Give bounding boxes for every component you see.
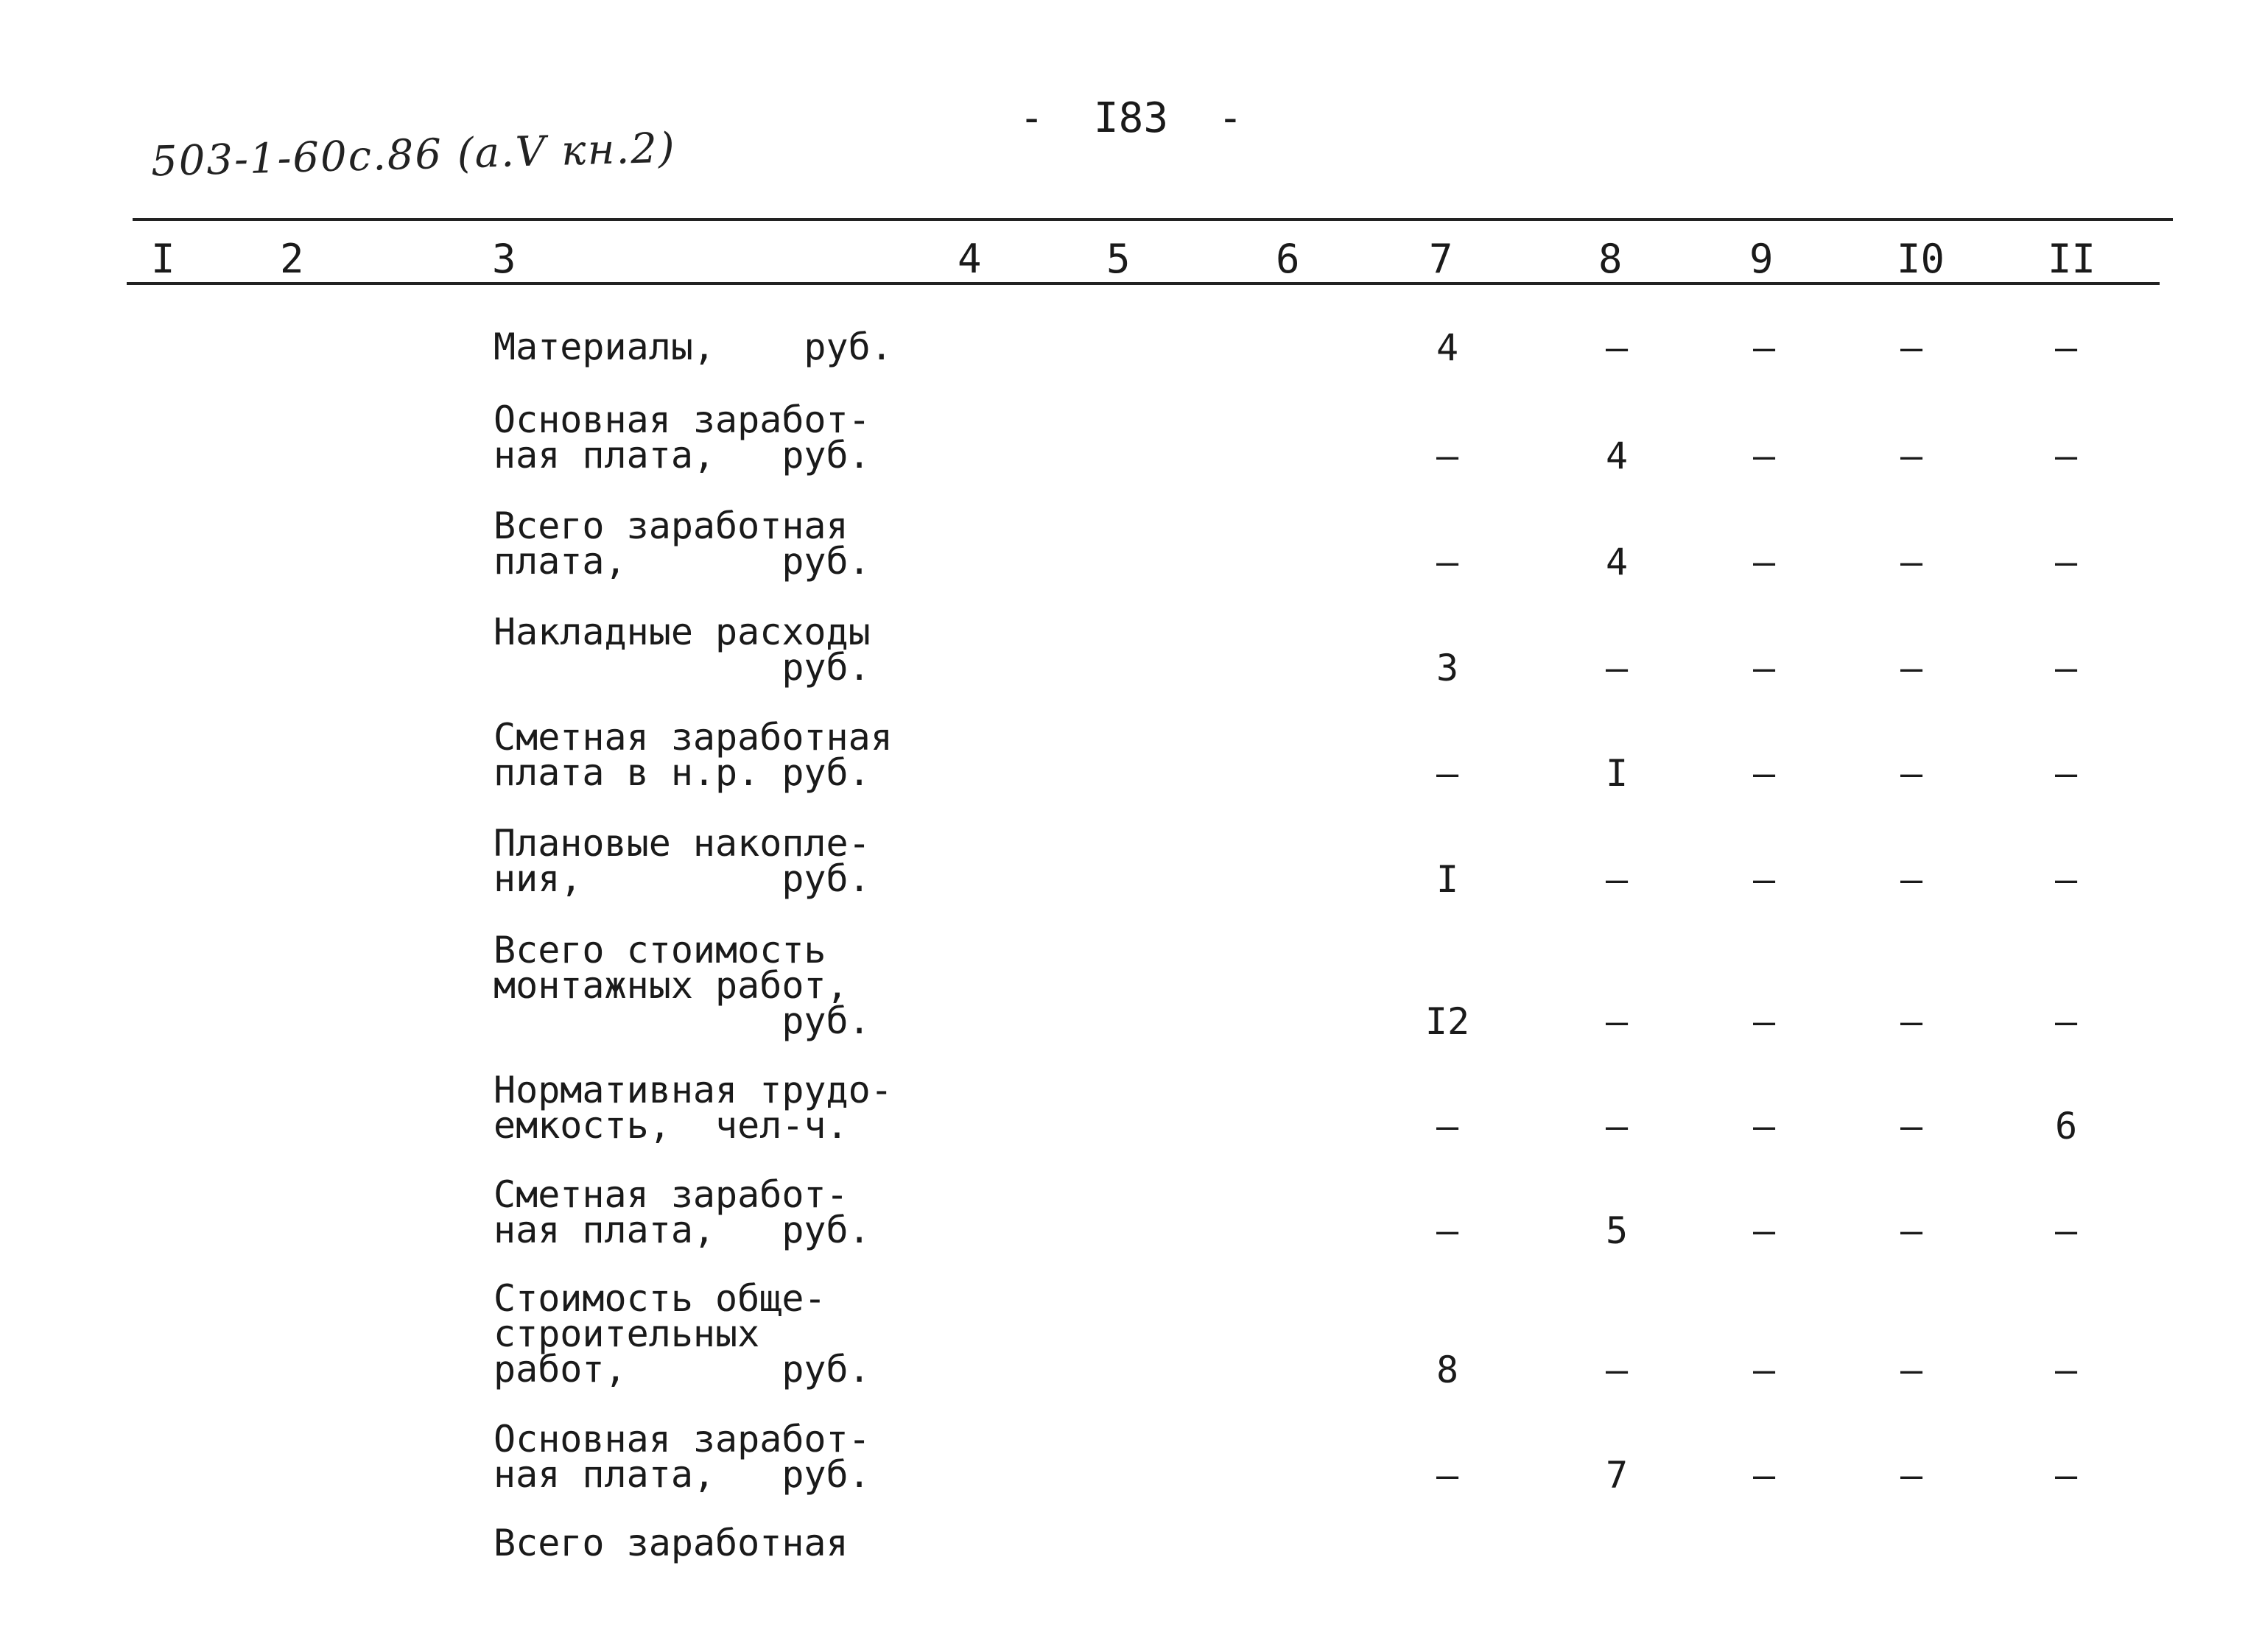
cell-col-7: – (1436, 435, 1459, 477)
cell-col-9: – (1752, 1000, 1776, 1043)
cell-col-9: – (1752, 1209, 1776, 1252)
row-label: Всего заработная (494, 1522, 849, 1564)
cell-col-11: 6 (2054, 1105, 2078, 1147)
column-header-7: 7 (1429, 236, 1453, 282)
cell-col-8: – (1605, 858, 1629, 901)
column-header-4: 4 (958, 236, 982, 282)
cell-col-9: – (1752, 1454, 1776, 1497)
column-header-3: 3 (492, 236, 516, 282)
cell-col-9: – (1752, 435, 1776, 477)
page-number: - I83 - (1019, 94, 1243, 142)
column-header-2: 2 (280, 236, 304, 282)
column-header-1: I (151, 236, 175, 282)
cell-col-9: – (1752, 647, 1776, 689)
cell-col-11: – (2054, 541, 2078, 583)
row-label: Основная заработ- ная плата, руб. (494, 1418, 871, 1496)
cell-col-10: – (1900, 1349, 1923, 1391)
cell-col-11: – (2054, 752, 2078, 795)
cell-col-9: – (1752, 752, 1776, 795)
row-label: Материалы, руб. (494, 326, 893, 368)
row-label: Основная заработ- ная плата, руб. (494, 398, 871, 477)
cell-col-10: – (1900, 541, 1923, 583)
row-label: Всего стоимость монтажных работ, руб. (494, 929, 871, 1042)
cell-col-7: – (1436, 752, 1459, 795)
cell-col-11: – (2054, 326, 2078, 369)
cell-col-8: 5 (1605, 1209, 1629, 1252)
column-header-11: II (2048, 236, 2096, 282)
cell-col-11: – (2054, 1209, 2078, 1252)
cell-col-7: – (1436, 1209, 1459, 1252)
table-top-rule (133, 218, 2173, 221)
cell-col-10: – (1900, 435, 1923, 477)
cell-col-11: – (2054, 858, 2078, 901)
cell-col-8: I (1605, 752, 1629, 795)
cell-col-10: – (1900, 1209, 1923, 1252)
handwritten-document-code: 503-1-60с.86 (а.V кн.2) (150, 124, 677, 186)
cell-col-11: – (2054, 1000, 2078, 1043)
cell-col-7: I (1436, 858, 1459, 901)
row-label: Сметная заработная плата в н.р. руб. (494, 716, 893, 794)
column-header-8: 8 (1598, 236, 1623, 282)
cell-col-8: – (1605, 1000, 1629, 1043)
cell-col-10: – (1900, 647, 1923, 689)
column-header-9: 9 (1749, 236, 1774, 282)
cell-col-11: – (2054, 647, 2078, 689)
cell-col-7: – (1436, 541, 1459, 583)
cell-col-11: – (2054, 1454, 2078, 1497)
cell-col-10: – (1900, 326, 1923, 369)
cell-col-8: – (1605, 1349, 1629, 1391)
cell-col-11: – (2054, 435, 2078, 477)
cell-col-11: – (2054, 1349, 2078, 1391)
row-label: Всего заработная плата, руб. (494, 505, 871, 583)
cell-col-7: – (1436, 1105, 1459, 1147)
cell-col-10: – (1900, 1454, 1923, 1497)
column-header-5: 5 (1106, 236, 1131, 282)
table-header-rule (127, 282, 2160, 285)
cell-col-9: – (1752, 541, 1776, 583)
cell-col-9: – (1752, 326, 1776, 369)
cell-col-10: – (1900, 1105, 1923, 1147)
cell-col-8: – (1605, 1105, 1629, 1147)
row-label: Стоимость обще- строительных работ, руб. (494, 1277, 871, 1391)
cell-col-8: 4 (1605, 541, 1629, 583)
cell-col-8: – (1605, 647, 1629, 689)
cell-col-10: – (1900, 1000, 1923, 1043)
cell-col-8: 7 (1605, 1454, 1629, 1497)
cell-col-9: – (1752, 1105, 1776, 1147)
column-header-6: 6 (1276, 236, 1300, 282)
row-label: Плановые накопле- ния, руб. (494, 822, 871, 900)
cell-col-8: – (1605, 326, 1629, 369)
row-label: Сметная заработ- ная плата, руб. (494, 1173, 871, 1251)
cell-col-10: – (1900, 752, 1923, 795)
cell-col-7: I2 (1425, 1000, 1470, 1043)
column-header-10: I0 (1897, 236, 1945, 282)
cell-col-7: 3 (1436, 647, 1459, 689)
row-label: Накладные расходы руб. (494, 611, 871, 689)
cell-col-10: – (1900, 858, 1923, 901)
row-label: Нормативная трудо- емкость, чел-ч. (494, 1069, 893, 1147)
cell-col-8: 4 (1605, 435, 1629, 477)
cell-col-9: – (1752, 858, 1776, 901)
cell-col-9: – (1752, 1349, 1776, 1391)
cell-col-7: – (1436, 1454, 1459, 1497)
cell-col-7: 4 (1436, 326, 1459, 369)
cell-col-7: 8 (1436, 1349, 1459, 1391)
